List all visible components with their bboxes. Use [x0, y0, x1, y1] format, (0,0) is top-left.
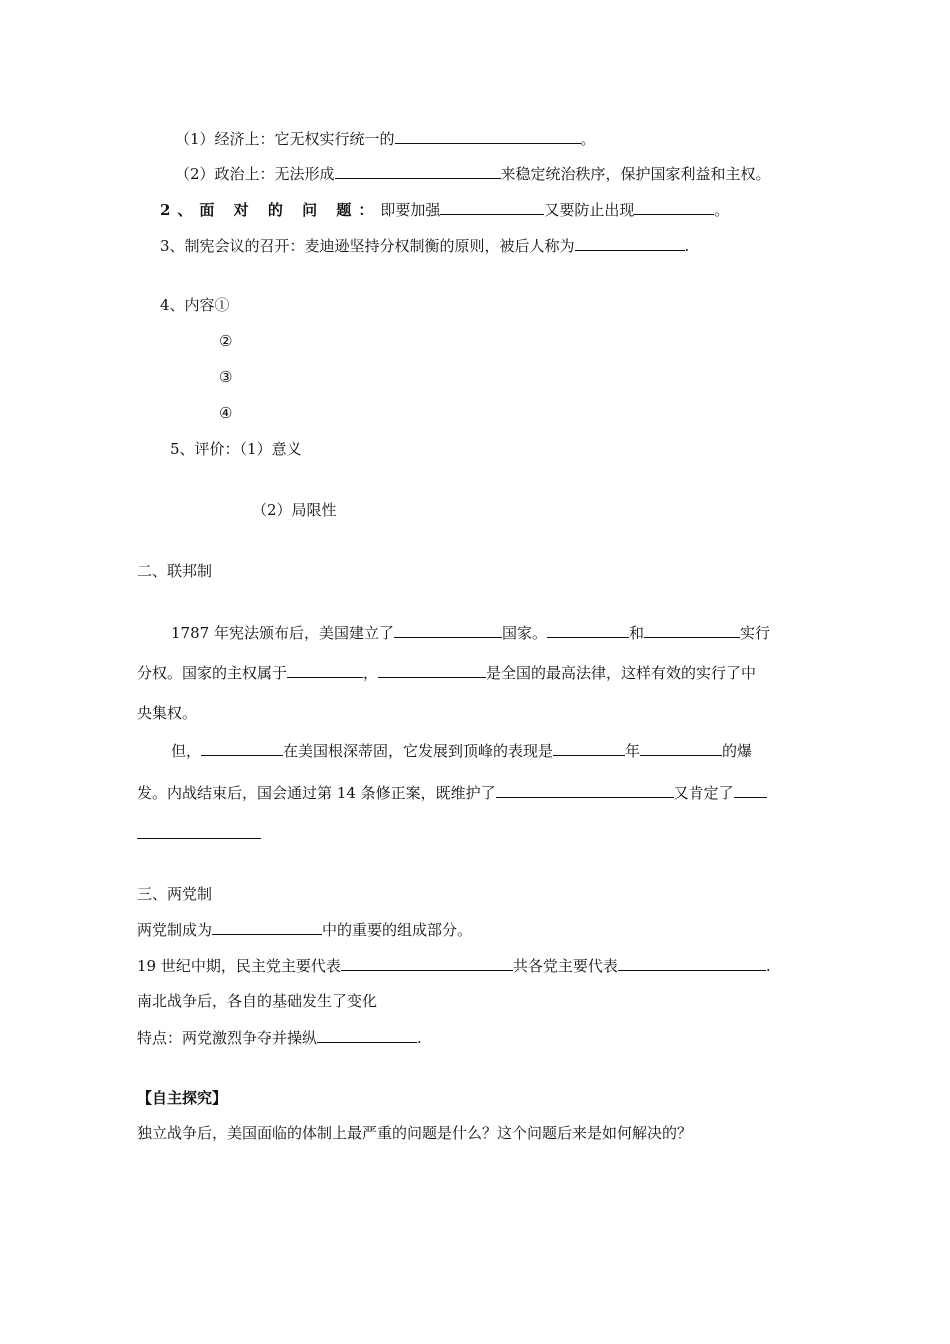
economy-blank[interactable]: [395, 128, 581, 144]
federal-blank-5[interactable]: [378, 662, 486, 678]
content-label: 4、内容①: [160, 296, 230, 314]
content-item-2: ②: [219, 332, 233, 350]
politics-line: （2）政治上：无法形成 来稳定统治秩序，保护国家利益和主权。: [175, 165, 771, 183]
party-blank-4[interactable]: [317, 1027, 417, 1043]
federalism-heading: 二、联邦制: [137, 562, 213, 580]
problem-blank-2[interactable]: [634, 199, 714, 215]
problem-line: 2、面 对 的 问 题：即要加强 又要防止出现 。: [160, 201, 730, 219]
content-item-4: ④: [219, 404, 233, 422]
two-party-line4: 特点：两党激烈争夺并操纵 .: [137, 1029, 422, 1047]
federal-blank-9[interactable]: [496, 782, 674, 798]
problem-blank-1[interactable]: [440, 199, 544, 215]
federal-blank-4[interactable]: [287, 662, 363, 678]
federal-blank-1[interactable]: [394, 622, 502, 638]
explore-heading: 【自主探究】: [137, 1089, 228, 1107]
two-party-line1: 两党制成为 中的重要的组成部分。: [137, 921, 473, 939]
evaluation-significance: 5、评价：（1）意义: [170, 440, 302, 458]
federalism-p1-line2: 分权。国家的主权属于 ， 是全国的最高法律，这样有效的实行了中: [137, 664, 757, 682]
federal-blank-7[interactable]: [553, 740, 625, 756]
two-party-heading: 三、两党制: [137, 885, 213, 903]
federal-blank-6[interactable]: [201, 740, 283, 756]
convention-line: 3、制宪会议的召开：麦迪逊坚持分权制衡的原则，被后人称为 .: [160, 237, 690, 255]
evaluation-limitations: （2）局限性: [252, 501, 337, 519]
federal-blank-10[interactable]: [734, 782, 767, 798]
problem-label: 2、面 对 的 问 题：: [160, 201, 381, 219]
convention-blank[interactable]: [575, 235, 685, 251]
party-blank-3[interactable]: [618, 955, 766, 971]
content-item-3: ③: [219, 368, 233, 386]
federalism-p1-line3: 央集权。: [137, 704, 198, 722]
two-party-line3: 南北战争后，各自的基础发生了变化: [137, 992, 378, 1010]
economy-text: （1）经济上：它无权实行统一的: [175, 130, 395, 148]
federalism-p2-line2: 发。内战结束后，国会通过第 14 条修正案，既维护了 又肯定了: [137, 782, 767, 804]
explore-question: 独立战争后，美国面临的体制上最严重的问题是什么？这个问题后来是如何解决的？: [137, 1124, 693, 1142]
politics-blank[interactable]: [335, 163, 501, 179]
federal-blank-2[interactable]: [547, 622, 629, 638]
party-blank-2[interactable]: [341, 955, 513, 971]
economy-line: （1）经济上：它无权实行统一的 。: [175, 130, 596, 148]
federalism-p2-line1: 但， 在美国根深蒂固，它发展到顶峰的表现是 年 的爆: [171, 742, 753, 760]
federal-blank-10-continued[interactable]: [137, 838, 261, 839]
federalism-p1-line1: 1787 年宪法颁布后，美国建立了 国家。 和 实行: [171, 624, 770, 642]
party-blank-1[interactable]: [212, 919, 322, 935]
federal-blank-3[interactable]: [644, 622, 740, 638]
federal-blank-8[interactable]: [640, 740, 722, 756]
two-party-line2: 19 世纪中期，民主党主要代表 共各党主要代表 .: [137, 957, 771, 975]
politics-text: （2）政治上：无法形成: [175, 165, 335, 183]
